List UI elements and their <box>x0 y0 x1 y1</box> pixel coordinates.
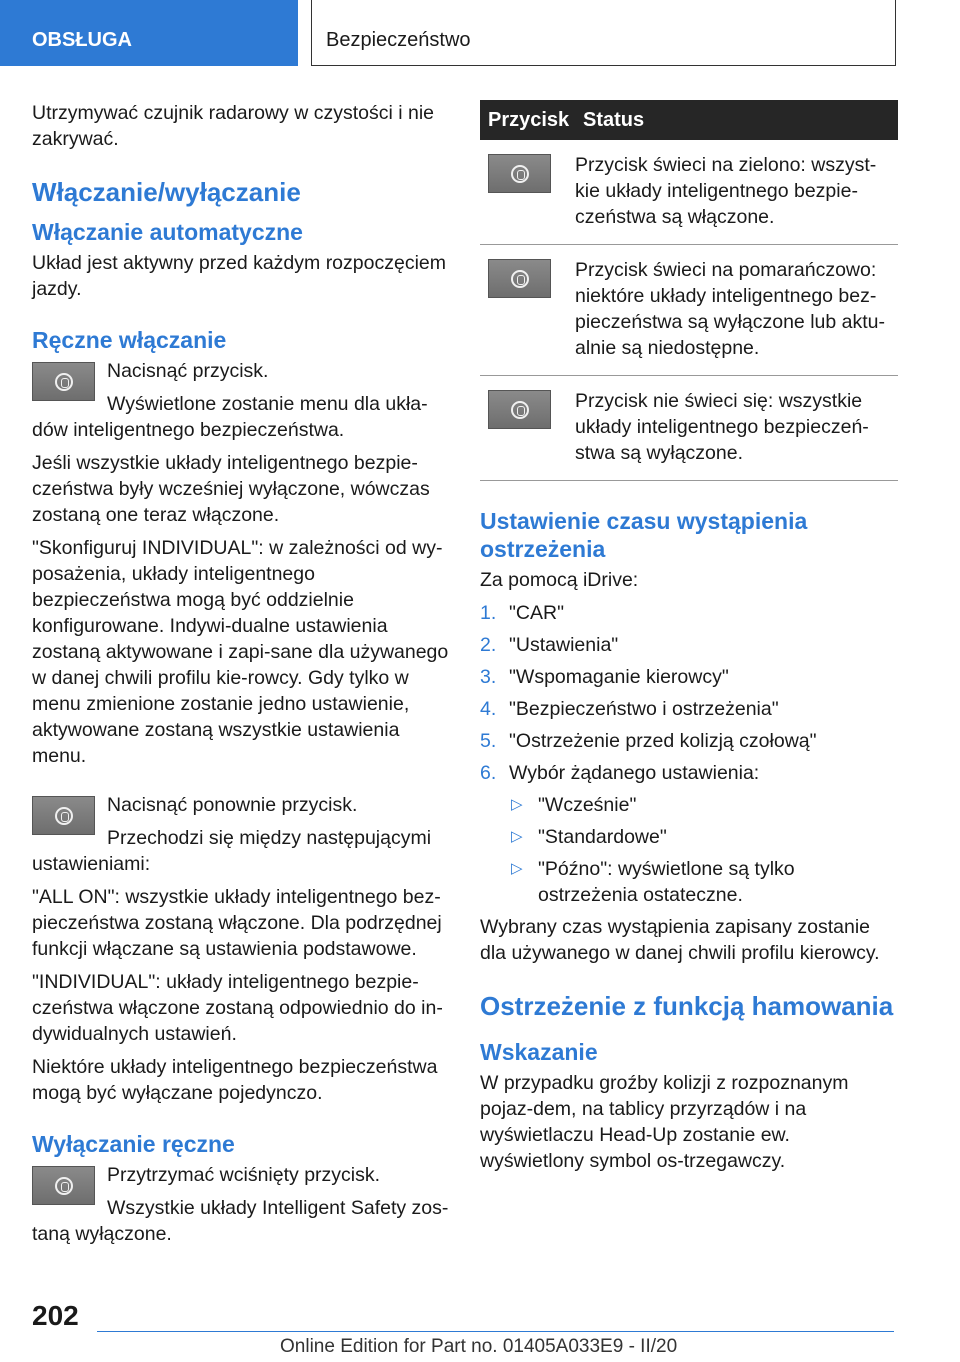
table-row <box>480 140 898 245</box>
list-item: 5. "Ostrzeżenie przed kolizją czołową" <box>480 730 817 752</box>
timing-options <box>509 792 898 908</box>
status-cell: Przycisk świeci na zielono: wszyst-kie układy inteligentnego bezpie-czeństwa są włączone. <box>575 140 898 245</box>
triangle-bullet-icon: ▷ <box>511 860 523 877</box>
menu-text: Wyświetlone zostanie menu dla ukła-dów inteligentnego bezpieczeństwa. <box>32 393 428 441</box>
triangle-bullet-icon: ▷ <box>511 828 523 845</box>
intelligent-safety-button-icon <box>488 154 551 193</box>
list-item: ▷ "Późno": wyświetlone są tylko ostrzeżenia ostateczne. <box>511 858 795 906</box>
right-column <box>480 100 898 1181</box>
page-number: 202 <box>32 1300 79 1331</box>
intelligent-safety-button-icon <box>32 796 95 835</box>
all-on-text: "ALL ON": wszystkie układy inteligentnego bez-pieczeństwa zostaną włączone. Dla podrzędnej funkcji włączane są ustawienia podstawowe. <box>32 886 442 960</box>
status-cell: Przycisk nie świeci się: wszystkie układy inteligentnego bezpieczeń-stwa są wyłączone. <box>575 376 898 481</box>
section-tab <box>0 0 298 66</box>
idrive-steps <box>480 600 898 908</box>
hold-text: Przytrzymać wciśnięty przycisk. <box>107 1164 381 1186</box>
note-text: W przypadku groźby kolizji z rozpoznanym pojaz-dem, na tablicy przyrządów i na wyświetlaczu Head-Up zostanie ew. wyświetlony symbol os-trzegawczy. <box>480 1072 849 1172</box>
button-status-table <box>480 100 898 481</box>
heading-auto-on: Włączanie automatyczne <box>32 219 303 245</box>
table-row <box>480 376 898 481</box>
heading-on-off: Włączanie/wyłączanie <box>32 177 301 207</box>
heading-brake-warning: Ostrzeżenie z funkcją hamowania <box>480 991 894 1021</box>
list-item: 2. "Ustawienia" <box>480 634 619 656</box>
intelligent-safety-button-icon <box>32 362 95 401</box>
list-item: 3. "Wspomaganie kierowcy" <box>480 666 729 688</box>
auto-on-text: Układ jest aktywny przed każdym rozpoczęciem jazdy. <box>32 252 446 300</box>
if-all-off-text: Jeśli wszystkie układy inteligentnego bezpie-czeństwa były wcześniej wyłączone, wówczas zostaną one teraz włączone. <box>32 452 430 526</box>
col-header-status: Status <box>575 100 898 140</box>
heading-manual-on: Ręczne włączanie <box>32 327 227 353</box>
footer-divider <box>97 1331 894 1332</box>
chapter-tab <box>311 0 896 66</box>
section-label: OBSŁUGA <box>32 29 132 51</box>
heading-note: Wskazanie <box>480 1039 598 1065</box>
col-header-button: Przycisk <box>480 100 575 140</box>
saved-text: Wybrany czas wystąpienia zapisany zostanie dla używanego w danej chwili profilu kierowcy. <box>480 916 880 964</box>
some-off-text: Niektóre układy inteligentnego bezpieczeństwa mogą być wyłączane pojedynczo. <box>32 1056 438 1104</box>
heading-warning-timing: Ustawienie czasu wystąpienia ostrzeżenia <box>480 508 808 562</box>
intelligent-safety-button-icon <box>488 259 551 298</box>
switch-text: Przechodzi się między następującymi ustawieniami: <box>32 827 432 875</box>
list-item: 1. "CAR" <box>480 602 565 624</box>
list-item: 6. Wybór żądanego ustawienia: ▷ "Wcześnie" ▷ "Standardowe" ▷ "Późno": wyświetlone są tylko ostrzeżenia ostateczne. <box>480 760 898 908</box>
list-item: ▷ "Standardowe" <box>511 826 667 848</box>
intelligent-safety-button-icon <box>488 390 551 429</box>
status-cell: Przycisk świeci na pomarańczowo: niektóre układy inteligentnego bez-pieczeństwa są wyłączone lub aktu-alnie są niedostępne. <box>575 245 898 376</box>
triangle-bullet-icon: ▷ <box>511 796 523 813</box>
all-off-text: Wszystkie układy Intelligent Safety zos-taną wyłączone. <box>32 1197 449 1245</box>
idrive-text: Za pomocą iDrive: <box>480 569 639 591</box>
intelligent-safety-button-icon <box>32 1166 95 1205</box>
list-item: ▷ "Wcześnie" <box>511 794 637 816</box>
list-item: 4. "Bezpieczeństwo i ostrzeżenia" <box>480 698 779 720</box>
heading-manual-off: Wyłączanie ręczne <box>32 1131 235 1157</box>
configure-text: "Skonfiguruj INDIVIDUAL": w zależności od wy-posażenia, układy inteligentnego bezpieczeństwa mogą być oddzielnie konfigurowane. Indywi-dualne ustawienia zostaną aktywowane i zapi-sane dla używanego w danej chwili profilu kie-rowcy. Gdy tylko w menu zmienione zostanie jedno ustawienie, aktywowane zostaną wszystkie ustawienia menu. <box>32 537 449 767</box>
individual-text: "INDIVIDUAL": układy inteligentnego bezpie-czeństwa włączone zostaną odpowiednio do in-dywidualnych ustawień. <box>32 971 443 1045</box>
edition-text: Online Edition for Part no. 01405A033E9 - II/20 <box>280 1336 678 1357</box>
left-column <box>32 100 452 1254</box>
press-text: Nacisnąć przycisk. <box>107 360 269 382</box>
chapter-label: Bezpieczeństwo <box>326 29 471 51</box>
table-row <box>480 245 898 376</box>
intro-text: Utrzymywać czujnik radarowy w czystości i nie zakrywać. <box>32 102 435 150</box>
press-again-text: Nacisnąć ponownie przycisk. <box>107 794 358 816</box>
